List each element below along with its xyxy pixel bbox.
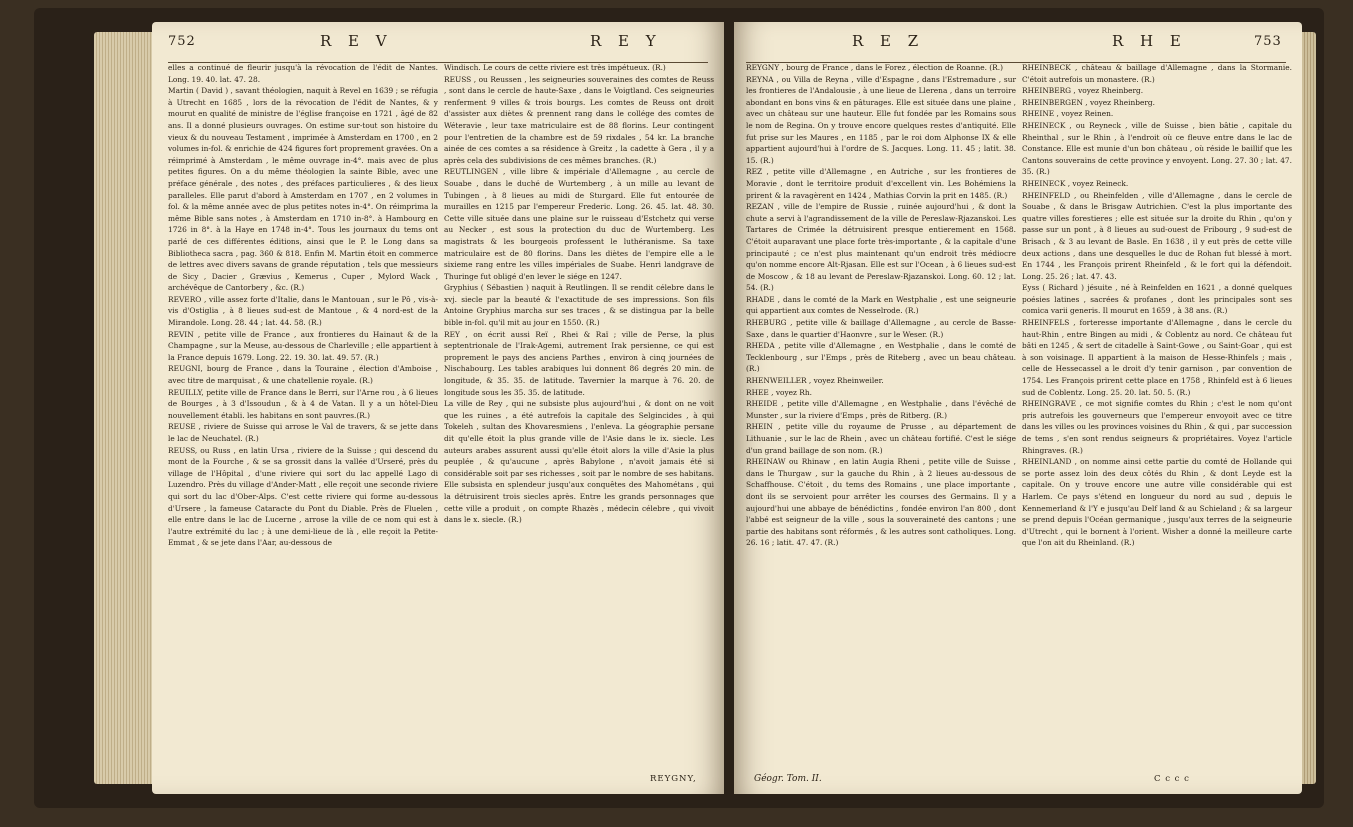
page-number: 753 <box>1254 34 1282 49</box>
left-page <box>152 22 724 794</box>
signature-note: Géogr. Tom. II. <box>754 774 822 784</box>
left-page-header <box>152 32 724 54</box>
page-number: 752 <box>168 34 196 49</box>
catchword: C c c c <box>1154 774 1190 784</box>
page-edges-right <box>1302 32 1316 784</box>
text-column-1: elles a continué de fleurir jusqu'à la révocation de l'édit de Nantes. Long. 19. 40. lat. 47. 28. Martin ( David ) , savant théologien, naquit à Revel en 1639 ; se réfugia à Utrecht en 1685 , lors de la révocation de l'édit de Nantes, & y mourut en qualité de ministre de l'église françoise en 1721 , âgé de 82 ans. Il a donné plusieurs ouvrages. On estime sur-tout son histoire du vieux & du nouveau Testament , imprimée à Amsterdam en 1700 , en 2 volumes in-fol. & enrichie de 424 figures fort proprement gravées. On a réimprimé à Amsterdam , le même ouvrage in-4°. mais avec de plus petites figures. On a du même théologien la sainte Bible, avec une préface générale , des notes , des préfaces particulieres , & des lieux paralleles. Elle parut d'abord à Amsterdam en 1707 , en 2 volumes in fol. & la même année avec de plus petites notes in-4°. On réimprima la même Bible sans notes , à Amsterdam en 1710 in-8°. à Hambourg en 1726 in 8°. à la Haye en 1748 in-4°. Tous les journaux du tems ont parlé de ces différentes éditions, ainsi que le P. le Long dans sa Bibliotheca sacra , pag. 360 & 818. Enfin M. Martin étoit en commerce de lettres avec divers savans de grande réputation , tels que messieurs de Sicy , Dacier , Grævius , Kemerus , Cuper , Mylord Wack , archévêque de Cantorbery , &c. (R.) REVERO , ville assez forte d'Italie, dans le Mantouan , sur le Pô , vis-à-vis d'Ostiglia , à 8 lieues sud-est de Mantoue , & 4 nord-est de la Mirandole. Long. 28. 44 ; lat. 44. 58. (R.) REVIN , petite ville de France , aux frontieres du Hainaut & de la Champagne , sur la Meuse, au-dessous de Charleville ; elle appartient à la France depuis 1679. Long. 22. 19. 30. lat. 49. 57. (R.) REUGNI, bourg de France , dans la Touraine , élection d'Amboise , avec titre de marquisat , & une chatellenie royale. (R.) REUILLY, petite ville de France dans le Berri, sur l'Arne rou , à 6 lieues de Bourges , à 3 d'Issoudun , & à 4 de Vatan. Il y a un hôtel-Dieu nouvellement établi. les habitans en sont pauvres.(R.) REUSE , riviere de Suisse qui arrose le Val de travers, & se jette dans le lac de Neuchatel. (R.) REUSS, ou Russ , en latin Ursa , riviere de la Suisse ; qui descend du mont de la Fourche , & se sa grossit dans la vallée d'Urseré, près du village de l'Hôpital , d'une riviere qui sort du lac appellé Lago di Luzendro. Près du village d'Ander-Matt , elle reçoit une seconde riviere qui sort du lac d'Ober-Alps. C'est cette riviere qui forme au-dessous d'Ursere , la fameuse Cataracte du Pont du Diable. Près de Fluelen , elle entre dans le lac de Lucerne , arrose la ville de ce nom qui est à l'autre extrémité du lac ; à une demi-lieue de là , elle reçoit la Petite-Emmat , & se jete dans l'Aar, au-dessous de <box>168 63 438 548</box>
text-column-2: RHEINBECK , château & baillage d'Allemagne , dans la Stormanie. C'étoit autrefois un monastere. (R.) RHEINBERG , voyez Rheinberg. RHEINBERGEN , voyez Rheinberg. RHEINE , voyez Reinen. RHEINECK , ou Reyneck , ville de Suisse , bien bâtie , capitale du Rheinthal , sur le Rhin , à l'endroit où ce fleuve entre dans le lac de Constance. Elle est munie d'un bon château , où réside le baillif que les Cantons souverains de cette province y envoyent. Long. 27. 30 ; lat. 47. 35. (R.) RHEINECK , voyez Reineck. RHEINFELD , ou Rheinfelden , ville d'Allemagne , dans le cercle de Souabe , & dans le Brisgaw Autrichien. C'est la plus importante des quatre villes forestieres ; elle est située sur la droite du Rhin , qu'on y passe sur un pont , à 8 lieues au sud-ouest de Fribourg , 9 sud-est de Brisach , & 3 au levant de Basle. En 1638 , il y eut près de cette ville deux actions , dans une desquelles le duc de Rohan fut blessé à mort. En 1744 , les François prirent Rheinfeld , & le fort qui la défendoit. Long. 25. 26 ; lat. 47. 43. Eyss ( Richard ) jésuite , né à Reinfelden en 1621 , a donné quelques poésies latines , sacrées & profanes , dont les principales sont ses comica varii generis. Il mourut en 1659 , à 38 ans. (R.) RHEINFELS , forteresse importante d'Allemagne , dans le cercle du haut-Rhin , entre Bingen au midi , & Coblentz au nord. Ce château fut bâti en 1245 , & sert de citadelle à Saint-Gowe , ou Saint-Goar , qui est à son voisinage. Il appartient à la maison de Hesse-Rhinfels ; mais , celle de Hessecassel a le droit d'y tenir garnison , par convention de 1754. Les François prirent cette place en 1758 , Rhinfeld est à 6 lieues sud de Coblentz. Long. 25. 20. lat. 50. 5. (R.) RHEINGRAVE , ce mot signifie comtes du Rhin ; c'est le nom qu'ont pris autrefois les gouverneurs que l'empereur envoyoit avec ce titre dans les villes ou les provinces voisines du Rhin , & qui , par succession de tems , s'en sont rendus seigneurs & propriétaires. Voyez l'article Rhingraves. (R.) RHEINLAND , on nomme ainsi cette partie du comté de Hollande qui se porte assez loin des deux côtés du Rhin , & dont Leyde est la capitale. On y trouve encore une autre ville considérable qui est Harlem. Ce pays s'étend en longueur du nord au sud , depuis le Kennemerland & l'Y e jusqu'au Delf land & au Schieland ; & sa largeur se prend depuis l'Océan germanique , jusqu'aux terres de la seigneurie d'Utrecht , qui le bornent à l'orient. Wisher a donné la meilleure carte que l'on ait du Rheinland. (R.) <box>1022 63 1292 548</box>
text-column-1: REYGNY , bourg de France , dans le Forez , élection de Roanne. (R.) REYNA , ou Villa de Reyna , ville d'Espagne , dans l'Estremadure , sur les frontieres de l'Andalousie , à une lieue de Llerena , dans un terroire abondant en bons vins & en pâturages. Elle est située dans une plaine , avec un château sur une hauteur. Elle fut fondée par les Romains sous le nom de Regina. On y trouve encore quelques restes d'antiquité. Elle fut prise sur les Maures , en 1185 , par le roi dom Alphonse IX & elle appartient aujourd'hui à l'ordre de S. Jacques. Long. 11. 45 ; latit. 38. 15. (R.) REZ , petite ville d'Allemagne , en Autriche , sur les frontieres de Moravie , dont le territoire produit d'excellent vin. Les Bohémiens la prirent & la ravagèrent en 1424 , Mathias Corvin la prit en 1485. (R.) REZAN , ville de l'empire de Russie , ruinée aujourd'hui , & dont la chute a servi à l'agrandissement de la ville de Pereslaw-Rjazanskoi. Les Tartares de Crimée la détruisirent presque entierement en 1568. C'étoit auparavant une place forte très-importante , & la capitale d'une principauté ; ce n'est plus maintenant qu'un endroit très médiocre qu'on nomme encore Alt-Rjasan. Elle est sur l'Ocean , à 6 lieues sud-est de Moscow , & 18 au levant de Pereslaw-Rjazanskoi. Long. 60. 12 ; lat. 54. (R.) RHADE , dans le comté de la Mark en Westphalie , est une seigneurie qui appartient aux comtes de Nesselrode. (R.) RHEBURG , petite ville & baillage d'Allemagne , au cercle de Basse-Saxe , dans le quartier d'Haonvre , sur le Weser. (R.) RHEDA , petite ville d'Allemagne , en Westphalie , dans le comté de Tecklenbourg , sur l'Emps , près de Riteberg , avec un beau château. (R.) RHENWEILLER , voyez Rheinweiler. RHEE , voyez Rh. RHEIDE , petite ville d'Allemagne , en Westphalie , dans l'évêché de Munster , sur la riviere d'Emps , près de Ritberg. (R.) RHEIN , petite ville du royaume de Prusse , au département de Lithuanie , sur le lac de Rhein , avec un château fortifié. C'est le siége d'un grand baillage de son nom. (R.) RHEINAW ou Rhinaw , en latin Augia Rheni , petite ville de Suisse , dans le Thurgaw , sur la gauche du Rhin , à 2 lieues au-dessous de Schaffhouse. C'étoit , du tems des Romains , une place importante , dont ils se servoient pour arrêter les courses des Germains. Il y a aujourd'hui une abbaye de bénédictins , fondée environ l'an 800 , dont l'abbé est seigneur de la ville , sous la souveraineté des cantons ; une partie des habitans sont réformés , & les autres sont catholiques. Long. 26. 16 ; latit. 47. 47. (R.) <box>746 63 1016 548</box>
text-column-2: Windisch. Le cours de cette riviere est très impétueux. (R.) REUSS , ou Reussen , les seigneuries souveraines des comtes de Reuss , sont dans le cercle de haute-Saxe , dans le Voigtland. Ces seigneuries renferment 9 villes & trois bourgs. Les comtes de Reuss ont droit d'assister aux diètes & prennent rang dans le collége des comtes de Wéteravie , leur taxe matriculaire est de 88 florins. Leur contingent pour l'entretien de la chambre est de 59 rixdales , 54 kr. La branche ainée de ces comtes a sa résidence à Greitz , la cadette à Gera , il y a après cela des subdivisions de ces mêmes branches. (R.) REUTLINGEN , ville libre & impériale d'Allemagne , au cercle de Souabe , dans le duché de Wurtemberg , à un mille au levant de Tubingen , à 8 lieues au midi de Sturgard. Elle fut entourée de murailles en 1215 par l'empereur Frederic. Long. 26. 45. lat. 48. 30. Cette ville située dans une plaine sur le ruisseau d'Estchetz qui verse au Necker , est sous la protection du duc de Wurtemberg. Les magistrats & les bourgeois professent le luthéranisme. Sa taxe matriculaire est de 80 florins. Dans les diètes de l'empire elle a le sixieme rang entre les villes impériales de Suabe. Henri landgrave de Thuringe fut obligé d'en lever le siége en 1247. Gryphius ( Sébastien ) naquit à Reutlingen. Il se rendit célebre dans le xvj. siecle par la beauté & l'exactitude de ses impressions. Son fils Antoine Gryphius marcha sur ses traces , & se distingua par la belle bible in-fol. qu'il mit au jour en 1550. (R.) REY , on écrit aussi Reï , Rhei & Raï ; ville de Perse, la plus septentrionale de l'Irak-Agemi, autrement Irak persienne, ce qui est proprement le pays des anciens Parthes , environ à cinq journées de Nischabourg. Les tables arabiques lui donnent 86 degrés 20 min. de longitude, & 35. 35. de latitude. Tavernier la marque à 76. 20. de longitude sous les 35. 35. de latitude. La ville de Rey , qui ne subsiste plus aujourd'hui , & dont on ne voit que les ruines , a été autrefois la capitale des Selgincides , à qui Tokeleh , sultan des Khovaresmiens , l'enleva. La géographie persane dit qu'elle étoit la plus grande ville de l'Asie dans le ix. siecle. Les auteurs arabes assurent aussi qu'elle étoit alors la ville d'Asie la plus peuplée , & qu'aucune , après Babylone , n'avoit jamais été si considérable soit par ses richesses , soit par le nombre de ses habitans. Elle subsista en splendeur jusqu'aux conquêtes des Mahométans , qui la détruisirent trois siecles après. Entre les grands personnages que cette ville a produit , on compte Rhazès , médecin célebre , qui vivoit dans le x. siecle. (R.) <box>444 63 714 525</box>
right-page <box>734 22 1302 794</box>
right-page-header <box>734 32 1302 54</box>
running-head-right: R E Y <box>590 32 662 50</box>
running-head-left: R E Z <box>852 32 925 50</box>
book-spread <box>34 8 1324 808</box>
running-head-left: R E V <box>320 32 393 50</box>
page-edges-left <box>94 32 152 784</box>
running-head-right: R H E <box>1112 32 1187 50</box>
catchword: REYGNY, <box>650 774 697 784</box>
